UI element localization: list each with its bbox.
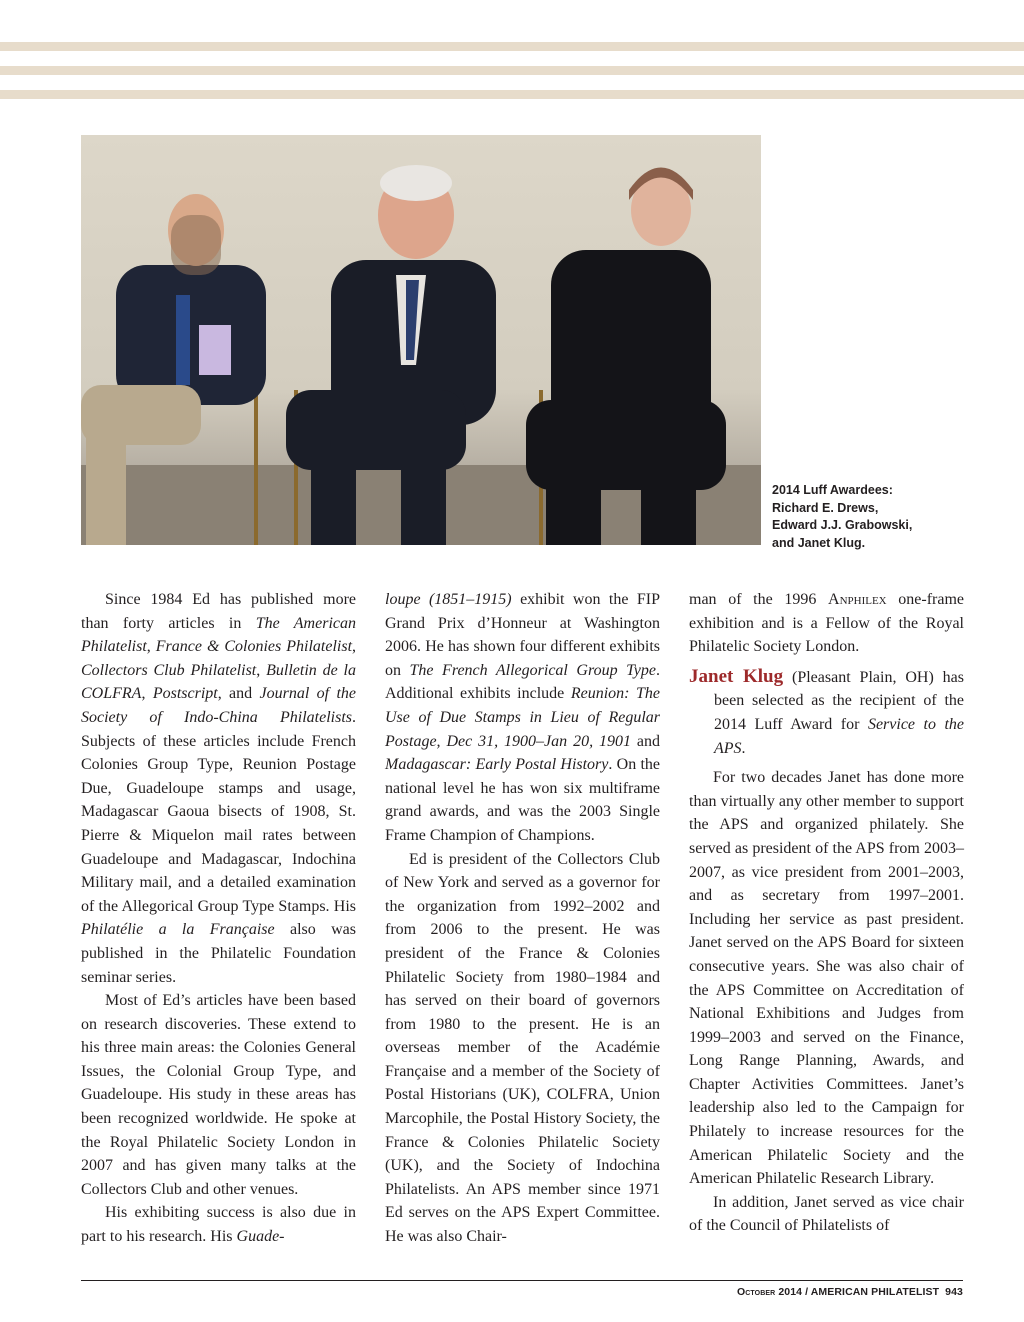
text-run: Since 1984 Ed has published more than forty articles in: [81, 591, 356, 632]
footer-rule: [81, 1280, 963, 1281]
text-run: ,: [146, 638, 156, 656]
header-stripe-2: [0, 66, 1024, 75]
paragraph: In addition, Janet served as vice chair of the Council of Philatelists of: [689, 1193, 964, 1235]
italic-title: Guade-: [236, 1228, 285, 1246]
header-stripe-3: [0, 90, 1024, 99]
paragraph: Ed is president of the Collectors Club of New York and served as a governor for the organization from 1992–2002 and from 2006 to the present. He was president of the France & Colonies Philatelic Society from 1980–1984 and has served on their board of governors from 1980 to the present. He is an overseas member of the Académie Française and a member of the Society of Postal Historians (UK), COLFRA, Union Marcophile, the Postal History Society, the France & Colonies Philatelic Society (UK), and the Society of Indochina Philatelists. An APS member since 1971 Ed serves on the APS Expert Committee. He was also Chair-: [385, 850, 660, 1246]
caption-line: Edward J.J. Grabowski,: [772, 518, 913, 532]
caption-line: Richard E. Drews,: [772, 500, 879, 515]
italic-title: Bulletin de la COLFRA: [81, 661, 357, 703]
italic-title: Collectors Club Philatelist: [81, 661, 257, 679]
article-column-1: [81, 588, 356, 1249]
italic-title: Service to the APS: [714, 715, 965, 757]
italic-title: Reunion: The Use of Due Stamps in Lieu of Regular Postage, Dec 31, 1900–Jan 20, 1901: [385, 685, 660, 750]
text-run: .: [741, 739, 746, 757]
text-run: ,: [352, 638, 357, 656]
photo-caption: [772, 482, 972, 552]
article-column-3: [689, 588, 964, 1238]
paragraph: [81, 588, 356, 989]
article-column-2: [385, 588, 660, 1249]
text-run: and: [630, 732, 660, 750]
text-run: ,: [256, 661, 267, 679]
footer-publication: 2014 / AMERICAN PHILATELIST: [775, 1286, 940, 1298]
header-stripe-1: [0, 42, 1024, 51]
text-run: (Pleasant Plain, OH) has been selected as the recipient of the 2014 Luff Award for: [714, 668, 965, 733]
italic-title: loupe (1851–1915): [385, 591, 512, 608]
page-number: 943: [945, 1286, 963, 1298]
text-run: . Subjects of these articles include French Colonies Group Type, Reunion Postage Due, Guadeloupe stamps and usage, Madagascar Gaoua bisects of 1908, St. Pierre & Miquelon mail rates between Guadeloupe and Madagascar, Indochina Military mail, and a detailed examination of the Allegorical Group Type Stamps. His: [81, 708, 356, 915]
italic-title: Philatélie a la Française: [81, 921, 275, 939]
text-run: , and: [217, 685, 260, 703]
awardee-entry: [689, 665, 964, 760]
awardees-photo-drawing: [81, 135, 761, 545]
italic-title: Madagascar: Early Postal History: [385, 756, 609, 774]
text-run: also was published in the Philatelic Foundation seminar series.: [81, 921, 357, 986]
footer-month: October: [737, 1286, 776, 1298]
text-run: one-frame exhibition and is a Fellow of the Royal Philatelic Society London.: [689, 591, 965, 656]
text-run: . On the national level he has won six multiframe grand awards, and was the 2003 Single Frame Champion of Champions.: [385, 756, 660, 844]
text-run: His exhibiting success is also due in part to his research. His: [81, 1204, 356, 1246]
italic-title: The French Allegorical Group Type: [409, 661, 657, 679]
text-run: . Additional exhibits include: [385, 661, 661, 703]
caption-line: 2014 Luff Awardees:: [772, 483, 893, 497]
person-right: [526, 168, 726, 546]
text-run: exhibit won the FIP Grand Prix d’Honneur at Washington 2006. He has shown four different exhibits on: [385, 591, 661, 679]
paragraph: Most of Ed’s articles have been based on research discoveries. These extend to his three main areas: the Colonies General Issues, the Colonial Group Type, and Guadeloupe. His study in these areas has been recognized worldwide. He spoke at the Royal Philatelic Society London in 2007 and has given many talks at the Collectors Club and other venues.: [81, 992, 356, 1198]
italic-title: Journal of the Society of Indo-China Philatelists: [81, 685, 357, 726]
italic-title: Postscript: [152, 685, 218, 703]
page-footer: [737, 1286, 963, 1298]
paragraph: [689, 588, 964, 659]
paragraph: [81, 1201, 356, 1248]
paragraph: [385, 588, 660, 848]
text-run: man of the 1996: [689, 591, 829, 608]
paragraph: For two decades Janet has done more than virtually any other member to support the APS and organized philately. She served as president of the APS from 2003–2007, as vice president from 2001–2003, and as secretary from 1997–2001. Including her service as past president. Janet served on the APS Board for sixteen consecutive years. She was also chair of the APS Committee on Accreditation of National Exhibitions and Judges from 1999–2003 and served on the Finance, Long Range Planning, Awards, and Chapter Activities Committees. Janet’s leadership also led to the Campaign for Philately to increase resources for the American Philatelic Society and the American Philatelic Research Library.: [689, 769, 964, 1188]
italic-title: The American Philatelist: [81, 614, 356, 656]
small-caps-name: Anphilex: [828, 591, 887, 608]
text-run: ,: [141, 685, 153, 703]
caption-line: and Janet Klug.: [772, 535, 866, 550]
italic-title: France & Colonies Philatelist: [155, 638, 353, 656]
awardee-name: Janet Klug: [689, 665, 784, 687]
awardees-photo: [81, 135, 761, 545]
